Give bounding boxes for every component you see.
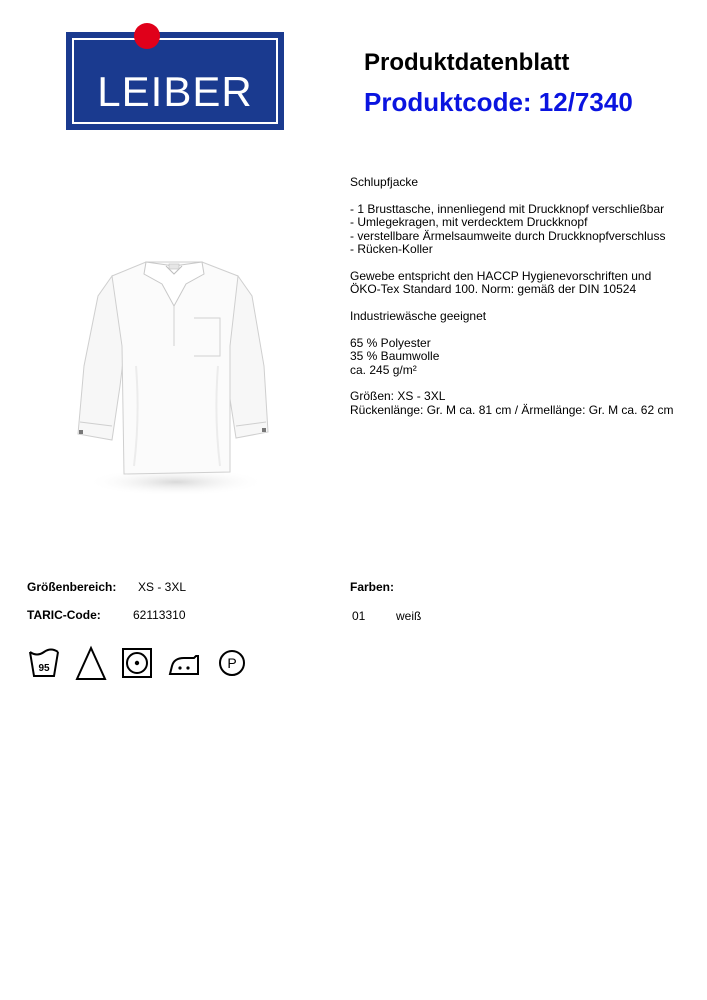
product-image [70, 236, 280, 506]
colors-label: Farben: [350, 580, 395, 594]
color-code: 01 [352, 609, 366, 623]
feature-item: - Rücken-Koller [350, 242, 433, 257]
svg-text:LEIBER: LEIBER [97, 68, 253, 115]
iron-two-dots-icon [170, 656, 198, 674]
color-name: weiß [396, 609, 422, 623]
product-code: Produktcode: 12/7340 [364, 87, 633, 117]
material-line: 65 % Polyester [350, 335, 431, 350]
dry-clean-p-icon [220, 651, 244, 675]
tumble-dry-icon [123, 649, 151, 677]
taric-value: 62113310 [133, 608, 186, 622]
svg-text:P: P [227, 655, 237, 671]
product-description [350, 176, 695, 417]
size-line: Rückenlänge: Gr. M ca. 81 cm / Ärmellänge: Gr. M ca. 62 cm [350, 402, 674, 417]
standards-text [350, 270, 695, 297]
standards-line: Gewebe entspricht den HACCP Hygienevorschriften und [350, 268, 652, 283]
size-range-value: XS - 3XL [138, 580, 187, 594]
size-line: Größen: XS - 3XL [350, 389, 446, 404]
washing-note: Industriewäsche geeignet [350, 309, 487, 324]
product-name: Schlupfjacke [350, 175, 419, 189]
standards-line: ÖKO-Tex Standard 100. Norm: gemäß der DIN 10524 [350, 282, 637, 297]
taric-label: TARIC-Code: [27, 608, 101, 622]
feature-item: - verstellbare Ärmelsaumweite durch Druckknopfverschluss [350, 228, 666, 243]
feature-list [350, 203, 695, 257]
page-title: Produktdatenblatt [364, 49, 570, 76]
svg-text:95: 95 [38, 663, 50, 674]
wash-95-icon [30, 650, 58, 677]
size-range-label: Größenbereich: [27, 580, 117, 594]
feature-item: - 1 Brusttasche, innenliegend mit Druckknopf verschließbar [350, 201, 665, 216]
care-symbols [28, 644, 258, 684]
size-info [350, 390, 695, 417]
material-composition [350, 337, 695, 377]
leiber-logo [66, 22, 284, 130]
feature-item: - Umlegekragen, mit verdecktem Druckknopf [350, 215, 588, 230]
material-line: ca. 245 g/m² [350, 362, 417, 377]
material-line: 35 % Baumwolle [350, 349, 440, 364]
bleach-triangle-icon [77, 648, 105, 679]
